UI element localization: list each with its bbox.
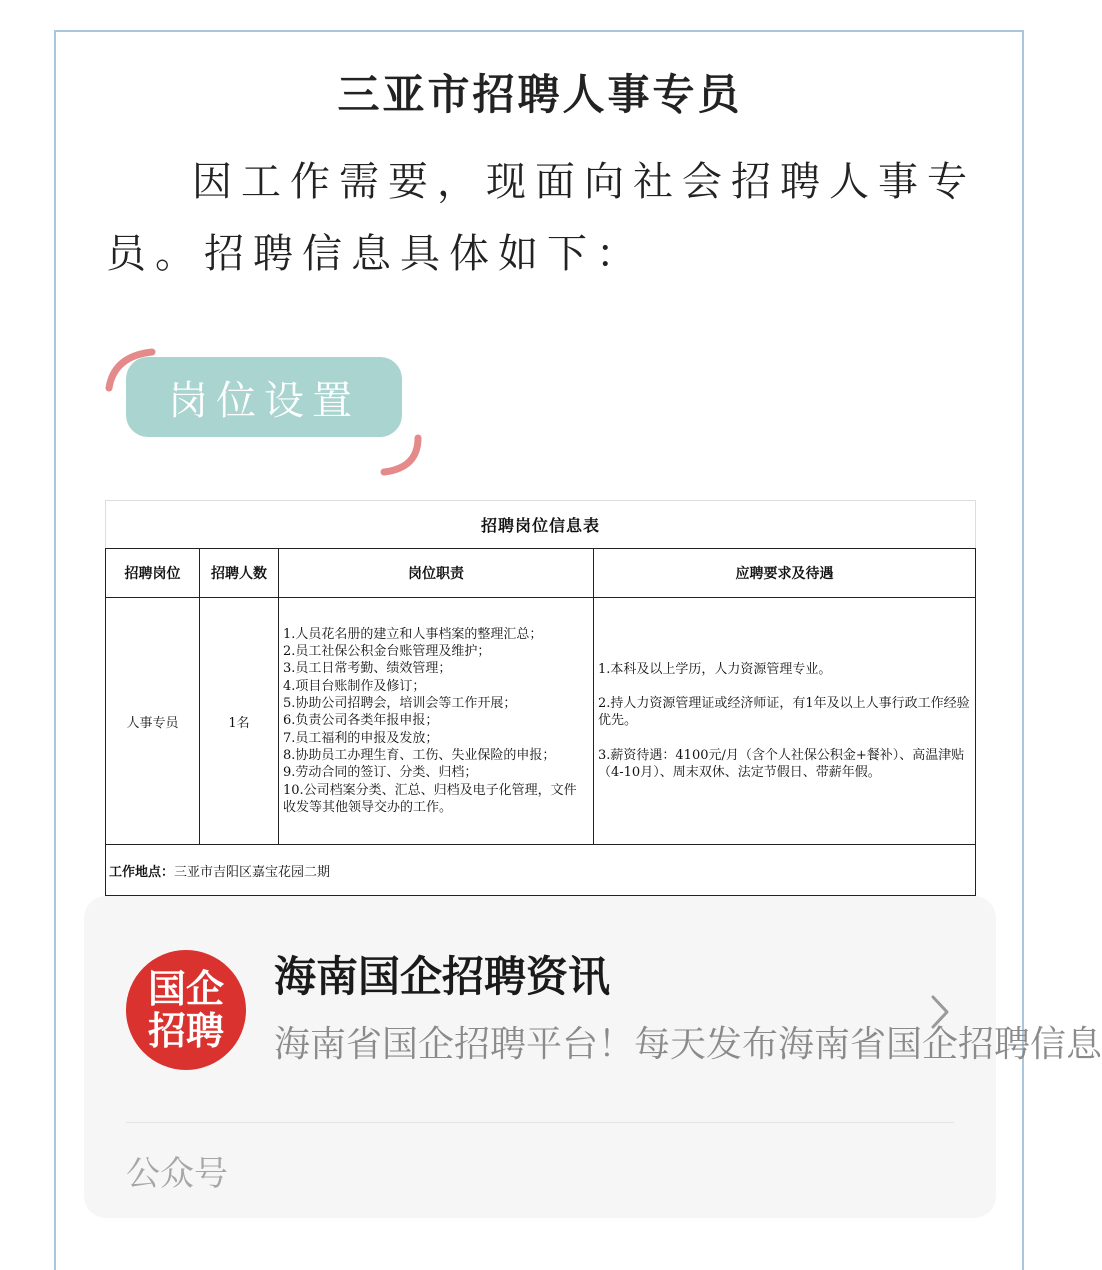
list-item: 7.员工福利的申报及发放；: [283, 730, 439, 746]
list-item: 5.协助公司招聘会，培训会等工作开展；: [283, 696, 517, 712]
cell-count: 1名: [200, 598, 279, 845]
header-count: 招聘人数: [200, 549, 279, 598]
list-item: 1.本科及以上学历，人力资源管理专业。: [598, 661, 832, 677]
account-card[interactable]: [84, 896, 1102, 1218]
intro-line-2: 员。招聘信息具体如下：: [106, 231, 645, 277]
list-item: 10.公司档案分类、汇总、归档及电子化管理，文件收发等其他领导交办的工作。: [283, 782, 577, 815]
list-item: 6.负责公司各类年报申报；: [283, 713, 439, 729]
account-description: 海南省国企招聘平台！每天发布海南省国企招聘信息: [274, 1024, 1102, 1065]
list-item: 8.协助员工办理生育、工伤、失业保险的申报；: [283, 747, 556, 763]
job-info-table: [105, 500, 975, 895]
header-position: 招聘岗位: [106, 549, 200, 598]
list-item: 1.人员花名册的建立和人事档案的整理汇总；: [283, 626, 543, 642]
table-row: [106, 598, 976, 845]
list-item: 2.持人力资源管理证或经济师证，有1年及以上人事行政工作经验优先。: [598, 696, 970, 729]
section-badge: [100, 342, 430, 482]
account-name: 海南国企招聘资讯: [274, 952, 611, 1001]
article-intro: [106, 146, 976, 290]
list-item: 3.员工日常考勤、绩效管理；: [283, 661, 452, 677]
work-location: [106, 845, 976, 896]
cell-requirements: [594, 598, 976, 845]
account-type-label: 公众号: [126, 1154, 228, 1194]
work-location-value: 三亚市吉阳区嘉宝花园二期: [174, 864, 331, 880]
table-caption: 招聘岗位信息表: [106, 501, 976, 549]
list-item: 4.项目台账制作及修订；: [283, 678, 426, 694]
list-item: 2.员工社保公积金台账管理及维护；: [283, 644, 491, 660]
section-badge-label: 岗位设置: [126, 357, 402, 437]
logo-text-line-1: 国企: [147, 967, 224, 1011]
logo-text-line-2: 招聘: [147, 1009, 224, 1053]
duty-list: [279, 626, 593, 816]
list-item: 3.薪资待遇：4100元/月（含个人社保公积金+餐补）、高温津贴（4-10月）、周末双休、法定节假日、带薪年假。: [598, 747, 965, 780]
chevron-right-icon[interactable]: [929, 994, 951, 1030]
list-item: 9.劳动合同的签订、分类、归档；: [283, 765, 478, 781]
cell-duties: [279, 598, 594, 845]
work-location-label: 工作地点：: [109, 864, 175, 880]
intro-line-1: 因工作需要，现面向社会招聘人事专: [192, 159, 976, 205]
header-duties: 岗位职责: [279, 549, 594, 598]
requirement-list: [594, 661, 975, 781]
account-logo: [126, 950, 246, 1070]
article-title: 三亚市招聘人事专员: [337, 70, 743, 119]
cell-position: 人事专员: [106, 598, 200, 845]
card-divider: [126, 1122, 954, 1123]
header-requirements: 应聘要求及待遇: [594, 549, 976, 598]
